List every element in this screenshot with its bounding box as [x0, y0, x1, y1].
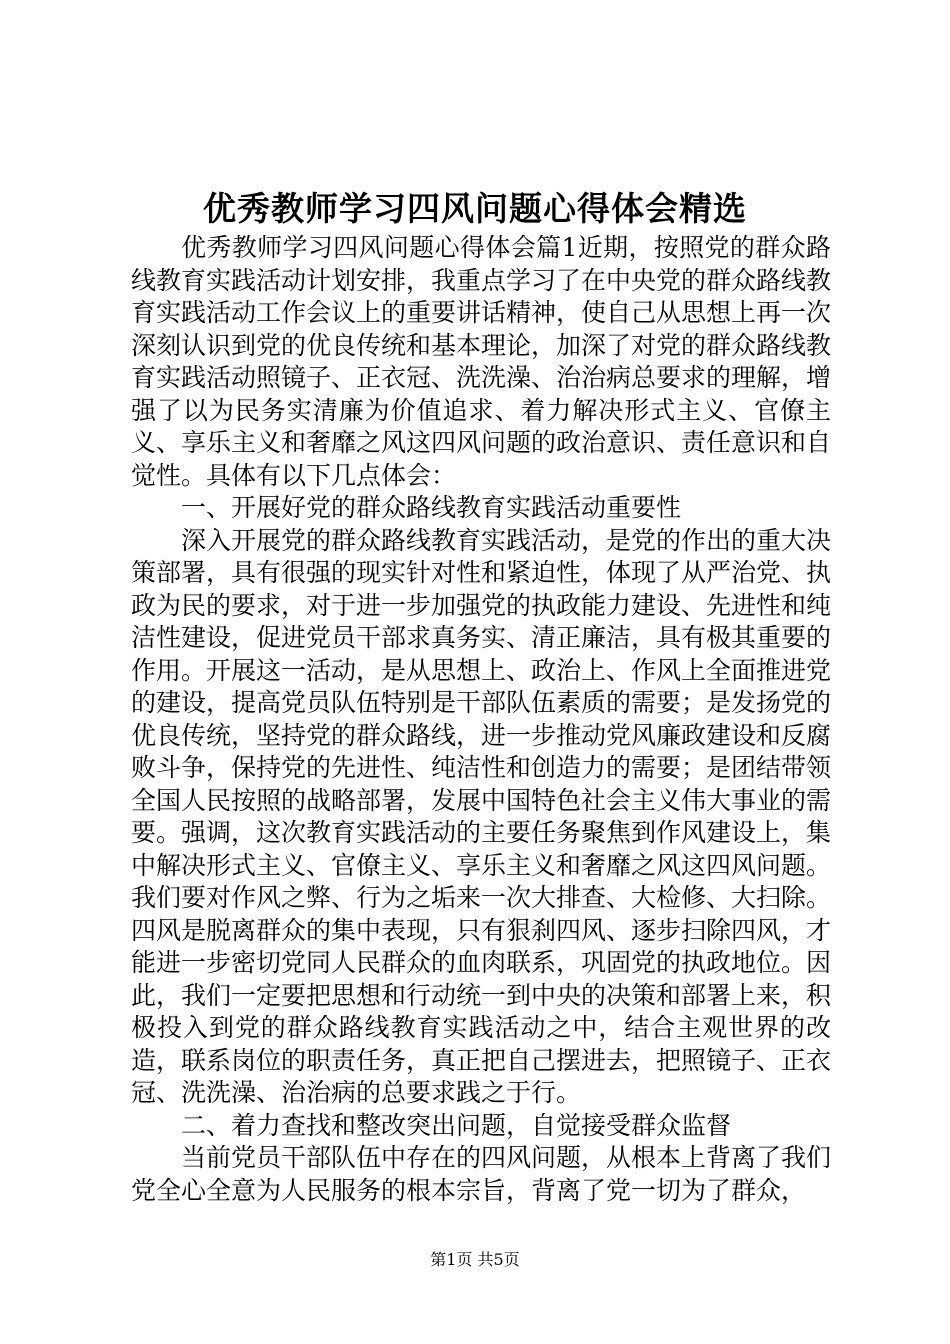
- document-title: 优秀教师学习四风问题心得体会精选: [203, 189, 747, 228]
- intro-paragraph: 优秀教师学习四风问题心得体会篇1近期，按照党的群众路线教育实践活动计划安排，我重点学习了在中央党的群众路线教育实践活动工作会议上的重要讲话精神，使自己从思想上再一次深刻认识到党的优良传统和基本理论，加深了对党的群众路线教育实践活动照镜子、正衣冠、洗洗澡、治治病总要求的理解，增强了以为民务实清廉为价值追求、着力解决形式主义、官僚主义、享乐主义和奢靡之风这四风问题的政治意识、责任意识和自觉性。具体有以下几点体会：: [131, 233, 832, 490]
- section-heading-2: 二、着力查找和整改突出问题，自觉接受群众监督: [181, 1110, 732, 1140]
- page-footer: 第1页 共5页: [430, 1250, 520, 1269]
- section-2-paragraph: 当前党员干部队伍中存在的四风问题，从根本上背离了我们党全心全意为人民服务的根本宗旨，背离了党一切为了群众，: [131, 1143, 831, 1205]
- document-body: [131, 232, 831, 1207]
- section-1-paragraph: 深入开展党的群众路线教育实践活动，是党的作出的重大决策部署，具有很强的现实针对性和紧迫性，体现了从严治党、执政为民的要求，对于进一步加强党的执政能力建设、先进性和纯洁性建设，促进党员干部求真务实、清正廉洁，具有极其重要的作用。开展这一活动，是从思想上、政治上、作风上全面推进党的建设，提高党员队伍特别是干部队伍素质的需要；是发扬党的优良传统，坚持党的群众路线，进一步推动党风廉政建设和反腐败斗争，保持党的先进性、纯洁性和创造力的需要；是团结带领全国人民按照的战略部署，发展中国特色社会主义伟大事业的需要。强调，这次教育实践活动的主要任务聚焦到作风建设上，集中解决形式主义、官僚主义、享乐主义和奢靡之风这四风问题。我们要对作风之弊、行为之垢来一次大排查、大检修、大扫除。四风是脱离群众的集中表现，只有狠刹四风、逐步扫除四风，才能进一步密切党同人民群众的血肉联系，巩固党的执政地位。因此，我们一定要把思想和行动统一到中央的决策和部署上来，积极投入到党的群众路线教育实践活动之中，结合主观世界的改造，联系岗位的职责任务，真正把自己摆进去，把照镜子、正衣冠、洗洗澡、治治病的总要求践之于行。: [131, 525, 832, 1107]
- section-heading-1: 一、开展好党的群众路线教育实践活动重要性: [181, 493, 682, 522]
